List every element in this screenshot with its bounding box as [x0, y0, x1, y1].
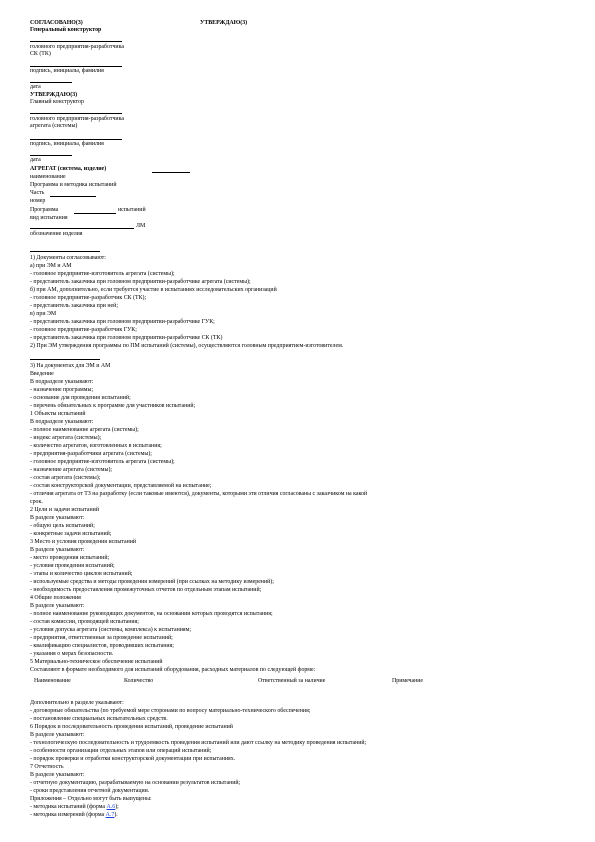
- signature-caption: подпись, инициалы, фамилия: [30, 68, 104, 74]
- body-line: - состав агрегата (системы);: [30, 475, 101, 481]
- section-divider: [30, 251, 100, 252]
- section-heading: 5 Материально-техническое обеспечение испытаний: [30, 659, 163, 665]
- agreed-heading: СОГЛАСОВАНО(3): [30, 20, 83, 26]
- body-line: В подразделе указывают:: [30, 419, 94, 425]
- body-line: - основание для проведения испытаний;: [30, 395, 131, 401]
- chief-designer-title: Главный конструктор: [30, 99, 84, 105]
- naming-caption: наименование: [30, 174, 66, 180]
- unit-heading: АГРЕГАТ (система, изделие): [30, 166, 107, 172]
- note-line: 1) Документы согласовывают:: [30, 255, 106, 261]
- col-note: Примечание: [392, 678, 424, 684]
- appendix-text: - методика испытаний (форма: [30, 804, 106, 810]
- body-line: - отчетную документацию, разрабатываемую на основании результатов испытаний;: [30, 780, 241, 786]
- body-line: - место проведения испытаний;: [30, 555, 110, 561]
- body-line: - конкретные задачи испытаний;: [30, 531, 112, 537]
- number-caption: номер: [30, 198, 46, 204]
- body-line: Дополнительно в разделе указывают:: [30, 700, 124, 706]
- note-line: б) при АМ, дополнительно, если требуется участие в испытаниях исследовательских организаций: [30, 287, 277, 293]
- note-line: - головное предприятие-изготовитель агрегата (системы);: [30, 271, 175, 277]
- general-designer-title: Генеральный конструктор: [30, 27, 102, 33]
- body-line: В разделе указывают:: [30, 547, 85, 553]
- appendix-link-a6[interactable]: А.6: [106, 804, 116, 810]
- program-label-tail: испытаний: [118, 207, 146, 213]
- body-line: - отличия агрегата от ТЗ на разработку (если таковые имеются), документы, которыми эти отличия согласованы с заказчиком на какой: [30, 491, 368, 497]
- program-label: Программа: [30, 207, 59, 213]
- body-line: В разделе указывают:: [30, 772, 85, 778]
- signature-line: [30, 113, 122, 114]
- body-line: - порядок проверки и отработки конструкторской документации при испытаниях.: [30, 756, 236, 762]
- body-line: - индекс агрегата (системы);: [30, 435, 102, 441]
- body-line: - используемые средства и методы проведения измерений (при ссылках на методику измерений);: [30, 579, 274, 585]
- body-line: Приложения – Отдельно могут быть выпущены:: [30, 796, 152, 802]
- body-line: - этапы и количество циклов испытаний;: [30, 571, 133, 577]
- body-line: - перечень обязательных к программе для участников испытаний;: [30, 403, 196, 409]
- body-line: - особенности организации отдельных этапов или операций испытаний;: [30, 748, 212, 754]
- designation-caption: обозначение изделия: [30, 231, 83, 237]
- note-line: - представитель заказчика при головном предприятии-разработчике СК (ТК): [30, 335, 223, 341]
- fill-line: [50, 196, 96, 197]
- date-line: [30, 155, 72, 156]
- body-line: - полное наименование агрегата (системы);: [30, 427, 139, 433]
- signature-line: [30, 66, 122, 67]
- date-line: [30, 82, 72, 83]
- test-type-caption: вид испытания: [30, 215, 68, 221]
- body-line: - предприятия, ответственные за проведение испытаний;: [30, 635, 173, 641]
- date-caption: дата: [30, 157, 41, 163]
- fill-line: [30, 228, 134, 229]
- note-line: - головное предприятие-разработчик СК (ТК);: [30, 295, 147, 301]
- signature-caption: подпись, инициалы, фамилия: [30, 141, 104, 147]
- section-heading: 2 Цели и задачи испытаний: [30, 507, 99, 513]
- signature-line: [30, 139, 122, 140]
- appendix-closer: );: [115, 804, 119, 810]
- body-line: - технологическую последовательность и трудоемкость проведения испытаний или дают ссылку на методику проведения испытаний;: [30, 740, 367, 746]
- col-responsible: Ответственный за наличие: [258, 678, 326, 684]
- section-heading: 4 Общие положения: [30, 595, 81, 601]
- fill-line: [74, 213, 116, 214]
- appendix-link-a7[interactable]: А.7: [105, 812, 115, 818]
- body-line: В подразделе указывают:: [30, 379, 94, 385]
- body-line: - указания о мерах безопасности.: [30, 651, 114, 657]
- appendix-closer: ).: [114, 812, 118, 818]
- body-line: - постановление специальных испытательных средств.: [30, 716, 168, 722]
- appendix-text: - методика измерений (форма: [30, 812, 105, 818]
- section-heading: 7 Отчетность: [30, 764, 64, 770]
- org-line-2: агрегата (системы): [30, 123, 78, 129]
- body-line: В разделе указывают:: [30, 603, 85, 609]
- body-line: - назначение программы;: [30, 387, 94, 393]
- body-line: - полное наименование руководящих документов, на основании которых проводятся испытания;: [30, 611, 273, 617]
- body-line: - условия допуска агрегата (системы, комплекса) к испытаниям;: [30, 627, 192, 633]
- approved-heading: УТВЕРЖДАЮ(3): [200, 20, 248, 26]
- lm-label: ЛМ: [136, 223, 146, 229]
- body-line: - состав конструкторской документации, представляемой на испытание;: [30, 483, 212, 489]
- body-line: - сроки представления отчетной документации.: [30, 788, 150, 794]
- org-line-2: СК (ТК): [30, 51, 51, 57]
- appendix-line: [30, 804, 119, 811]
- body-line: Составляют в формате необходимого для испытаний оборудования, расходных материалов по следующей форме:: [30, 667, 316, 673]
- approved-heading-2: УТВЕРЖДАЮ(3): [30, 92, 78, 98]
- col-name: Наименование: [34, 678, 71, 684]
- body-line: - количество агрегатов, изготовленных в испытания;: [30, 443, 162, 449]
- fill-line: [152, 172, 190, 173]
- note-line: а) при ЭМ и АМ: [30, 263, 72, 269]
- signature-line: [30, 41, 122, 42]
- note-line: в) при ЭМ: [30, 311, 57, 317]
- body-line: - головное предприятие-изготовитель агрегата (системы);: [30, 459, 175, 465]
- org-line: головного предприятия-разработчика: [30, 116, 124, 122]
- body-line: - общую цель испытаний;: [30, 523, 95, 529]
- program-title: Программа и методика испытаний: [30, 182, 117, 188]
- note-line: 2) При ЭМ утверждения программы по ПМ испытаний (системы), осуществляются головным предприятием-изготовителем.: [30, 343, 344, 349]
- body-line: - предприятия-разработчики агрегата (системы);: [30, 451, 152, 457]
- note-line: - представитель заказчика при головном предприятии-разработчике агрегата (системы);: [30, 279, 251, 285]
- note-line: - головное предприятие-разработчик ГУК;: [30, 327, 137, 333]
- appendix-line: [30, 812, 118, 819]
- body-line: - договорные обязательства (по требуемой мере сторонами по вопросу материально-технического обеспечения;: [30, 708, 311, 714]
- org-line: головного предприятия-разработчика: [30, 44, 124, 50]
- section-divider: [30, 359, 100, 360]
- note-line: - представитель заказчика при головном предприятии-разработчике ГУК;: [30, 319, 215, 325]
- body-line: 3) На документах для ЭМ и АМ: [30, 363, 111, 369]
- body-line: В разделе указывают:: [30, 515, 85, 521]
- section-heading: 1 Объекты испытаний: [30, 411, 86, 417]
- body-line: - условия проведения испытаний;: [30, 563, 115, 569]
- body-line: срок.: [30, 499, 43, 505]
- part-label: Часть: [30, 190, 45, 196]
- body-line: Введение: [30, 371, 54, 377]
- body-line: В разделе указывают:: [30, 732, 85, 738]
- section-heading: 3 Место и условия проведения испытаний: [30, 539, 137, 545]
- body-line: - необходимость предоставления промежуточных отчетов по отдельным этапам испытаний;: [30, 587, 262, 593]
- body-line: - состав комиссии, проводящей испытания;: [30, 619, 139, 625]
- note-line: - представитель заказчика при ней;: [30, 303, 118, 309]
- date-caption: дата: [30, 84, 41, 90]
- body-line: - квалификацию специалистов, проводивших испытания;: [30, 643, 174, 649]
- col-quantity: Количество: [124, 678, 154, 684]
- section-heading: 6 Порядок и последовательность проведения испытаний, проведение испытаний: [30, 724, 233, 730]
- body-line: - назначение агрегата (системы);: [30, 467, 113, 473]
